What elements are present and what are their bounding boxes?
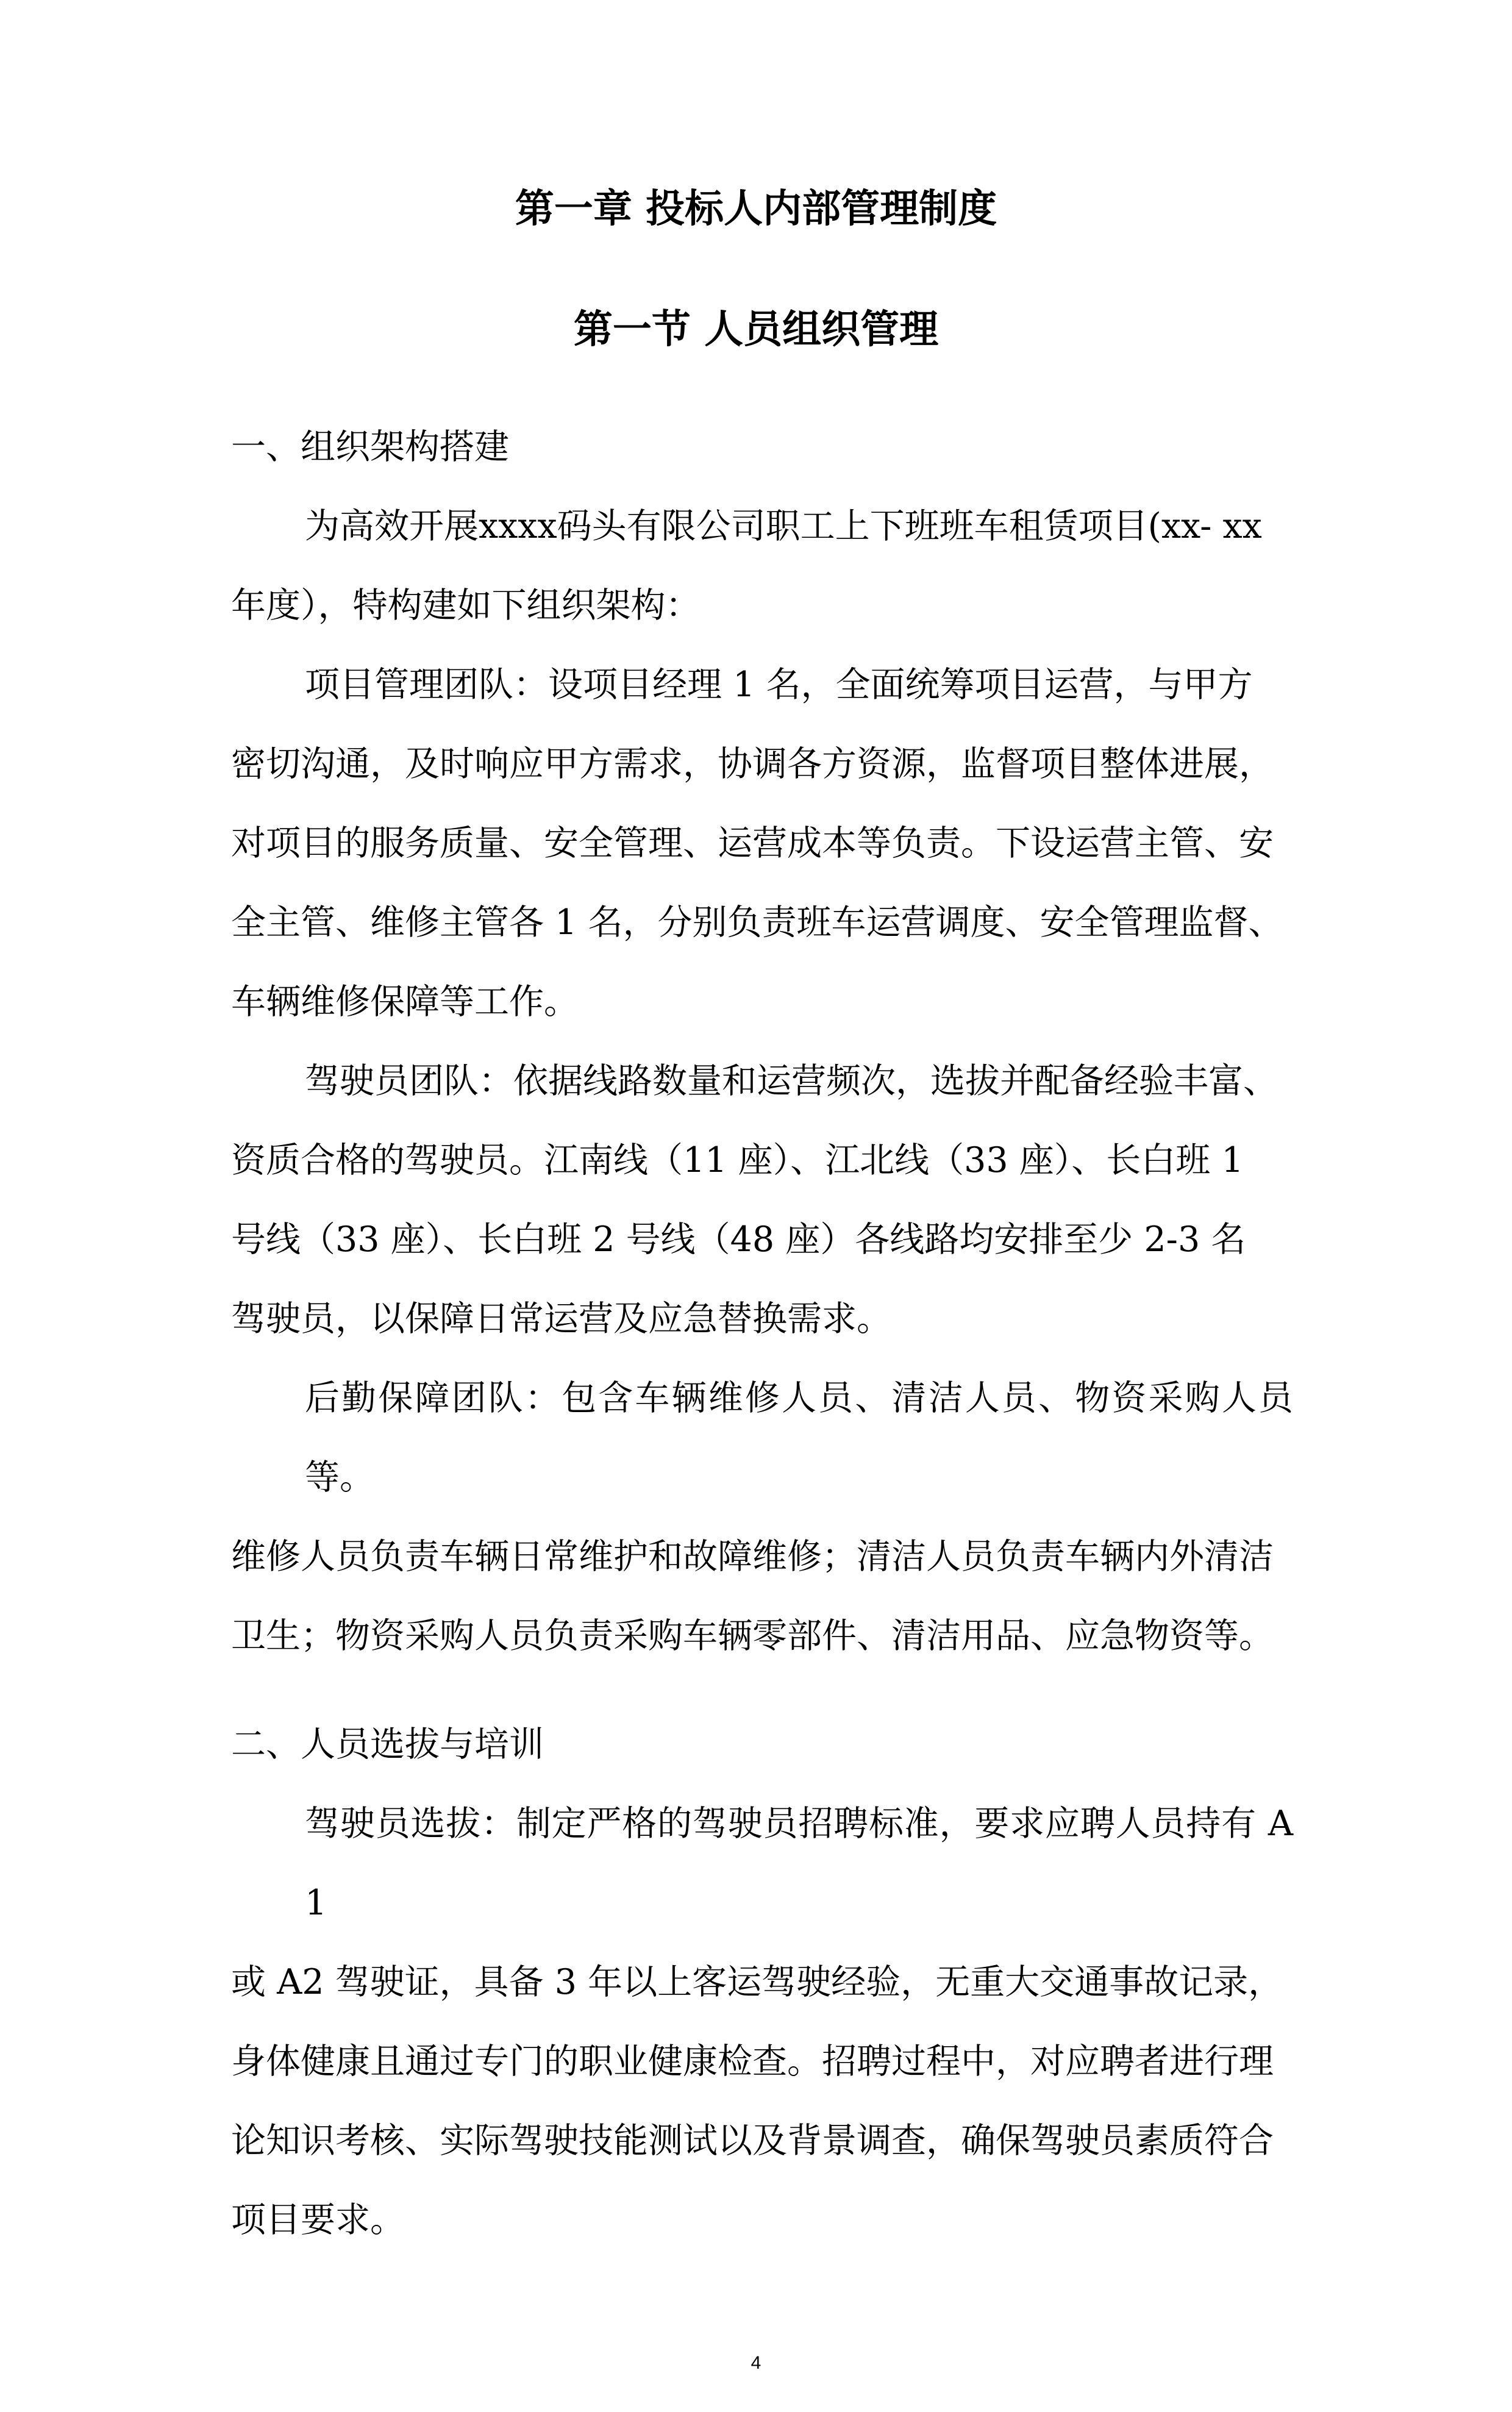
text-line: 对项目的服务质量、安全管理、运营成本等负责。下设运营主管、安	[231, 823, 1274, 863]
text-line: 车辆维修保障等工作。	[231, 982, 579, 1022]
subsection-heading-1: 一、组织架构搭建	[231, 427, 509, 467]
text-line: 论知识考核、实际驾驶技能测试以及背景调查，确保驾驶员素质符合	[231, 2121, 1274, 2161]
document-body	[231, 407, 1293, 2260]
text-line: 身体健康且通过专门的职业健康检查。招聘过程中，对应聘者进行理	[231, 2041, 1274, 2082]
paragraph-intro	[231, 487, 1293, 645]
paragraph-driver-team	[231, 1041, 1293, 1358]
paragraph-management-team	[231, 645, 1293, 1041]
text-line: 卫生；物资采购人员负责采购车辆零部件、清洁用品、应急物资等。	[231, 1616, 1274, 1656]
text-line: 或 A2 驾驶证，具备 3 年以上客运驾驶经验，无重大交通事故记录，	[231, 1962, 1283, 2002]
subsection-heading-2: 二、人员选拔与培训	[231, 1724, 544, 1764]
text-line: 号线（33 座）、长白班 2 号线（48 座）各线路均安排至少 2-3 名	[231, 1219, 1246, 1260]
text-line: 维修人员负责车辆日常维护和故障维修；清洁人员负责车辆内外清洁	[231, 1536, 1274, 1577]
text-line: 资质合格的驾驶员。江南线（11 座）、江北线（33 座）、长白班 1	[231, 1140, 1244, 1180]
text-line: 驾驶员团队：依据线路数量和运营频次，选拔并配备经验丰富、	[305, 1061, 1278, 1101]
text-line: 项目要求。	[231, 2200, 405, 2240]
paragraph-driver-selection	[231, 1784, 1293, 2260]
text-line: 后勤保障团队：包含车辆维修人员、清洁人员、物资采购人员等。	[305, 1378, 1293, 1497]
paragraph-logistics-team	[231, 1358, 1293, 1675]
text-line: 全主管、维修主管各 1 名，分别负责班车运营调度、安全管理监督、	[231, 902, 1283, 943]
text-line: 驾驶员选拔：制定严格的驾驶员招聘标准，要求应聘人员持有 A1	[305, 1804, 1293, 1923]
text-line: 年度），特构建如下组织架构：	[231, 585, 701, 626]
text-line: 驾驶员，以保障日常运营及应急替换需求。	[231, 1299, 891, 1339]
section-title: 第一节 人员组织管理	[573, 307, 939, 352]
spacer	[231, 1675, 1293, 1705]
chapter-title: 第一章 投标人内部管理制度	[515, 187, 997, 232]
text-line: 为高效开展xxxx码头有限公司职工上下班班车租赁项目(xx- xx	[305, 506, 1262, 546]
page-number: 4	[751, 2353, 761, 2373]
text-line: 密切沟通，及时响应甲方需求，协调各方资源，监督项目整体进展，	[231, 744, 1274, 784]
text-line: 项目管理团队：设项目经理 1 名，全面统筹项目运营，与甲方	[305, 665, 1253, 705]
